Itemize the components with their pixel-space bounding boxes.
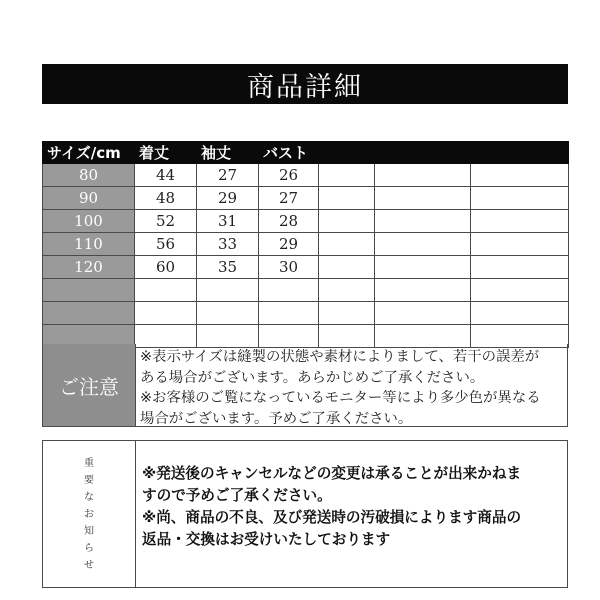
size-table-body (43, 164, 569, 348)
value-cell (259, 302, 319, 325)
value-cell: 26 (259, 164, 319, 187)
value-cell (135, 302, 197, 325)
value-cell (197, 279, 259, 302)
notice-line: ※表示サイズは縫製の状態や素材によりまして、若干の誤差が (140, 349, 540, 365)
important-line: すので予めご了承ください。 (142, 487, 332, 504)
size-cell: 90 (43, 187, 135, 210)
value-cell (319, 210, 375, 233)
value-cell (375, 210, 471, 233)
important-label-char: 重 (84, 457, 94, 469)
important-label (43, 441, 136, 587)
notice-line: ※お客様のご覧になっているモニター等により多少色が異なる (140, 390, 541, 406)
value-cell (319, 164, 375, 187)
value-cell: 35 (197, 256, 259, 279)
value-cell (471, 210, 569, 233)
important-label-char: 要 (84, 474, 94, 486)
table-row (43, 164, 569, 187)
value-cell (471, 233, 569, 256)
important-label-char: せ (84, 559, 94, 571)
value-cell (471, 164, 569, 187)
value-cell (375, 256, 471, 279)
value-cell: 27 (259, 187, 319, 210)
size-cell: 120 (43, 256, 135, 279)
value-cell: 44 (135, 164, 197, 187)
page-title: 商品詳細 (247, 71, 363, 103)
value-cell: 60 (135, 256, 197, 279)
table-row (43, 302, 569, 325)
value-cell (259, 279, 319, 302)
header-sleeve: 袖丈 (197, 142, 259, 164)
header-size: サイズ/cm (43, 142, 135, 164)
value-cell (471, 302, 569, 325)
title-bar (42, 64, 568, 104)
important-notice-box (42, 440, 568, 588)
important-line: ※尚、商品の不良、及び発送時の汚破損によります商品の (142, 509, 522, 526)
value-cell (319, 302, 375, 325)
value-cell (471, 279, 569, 302)
value-cell: 31 (197, 210, 259, 233)
value-cell (319, 279, 375, 302)
size-table (42, 141, 569, 348)
value-cell: 30 (259, 256, 319, 279)
value-cell (375, 164, 471, 187)
value-cell: 27 (197, 164, 259, 187)
important-label-char: お (84, 508, 94, 520)
size-cell: 110 (43, 233, 135, 256)
header-bust: バスト (259, 142, 319, 164)
table-row (43, 233, 569, 256)
notice-text (136, 344, 567, 426)
size-table-header (43, 142, 569, 164)
header-empty (319, 142, 375, 164)
size-cell (43, 302, 135, 325)
important-label-char: な (84, 491, 94, 503)
value-cell: 29 (197, 187, 259, 210)
header-length: 着丈 (135, 142, 197, 164)
important-label-char: 知 (84, 525, 94, 537)
value-cell: 29 (259, 233, 319, 256)
value-cell (375, 279, 471, 302)
table-row (43, 210, 569, 233)
value-cell (471, 187, 569, 210)
value-cell: 33 (197, 233, 259, 256)
value-cell (319, 256, 375, 279)
table-row (43, 279, 569, 302)
size-cell: 80 (43, 164, 135, 187)
notice-row (42, 344, 568, 427)
value-cell: 56 (135, 233, 197, 256)
header-empty (375, 142, 471, 164)
important-line: 返品・交換はお受けいたしております (142, 531, 391, 548)
value-cell (319, 233, 375, 256)
notice-line: 場合がございます。予めご了承ください。 (140, 410, 413, 427)
important-label-char: ら (84, 542, 94, 554)
value-cell (319, 187, 375, 210)
value-cell (375, 187, 471, 210)
table-row (43, 187, 569, 210)
table-row (43, 256, 569, 279)
value-cell: 48 (135, 187, 197, 210)
header-empty (471, 142, 569, 164)
important-line: ※発送後のキャンセルなどの変更は承ることが出来かねま (142, 465, 522, 482)
size-cell: 100 (43, 210, 135, 233)
important-text (136, 441, 567, 587)
value-cell (197, 302, 259, 325)
value-cell (375, 302, 471, 325)
value-cell: 28 (259, 210, 319, 233)
notice-label: ご注意 (43, 344, 136, 426)
value-cell: 52 (135, 210, 197, 233)
value-cell (375, 233, 471, 256)
value-cell (471, 256, 569, 279)
notice-line: ある場合がございます。あらかじめご了承ください。 (140, 369, 485, 386)
size-cell (43, 279, 135, 302)
value-cell (135, 279, 197, 302)
